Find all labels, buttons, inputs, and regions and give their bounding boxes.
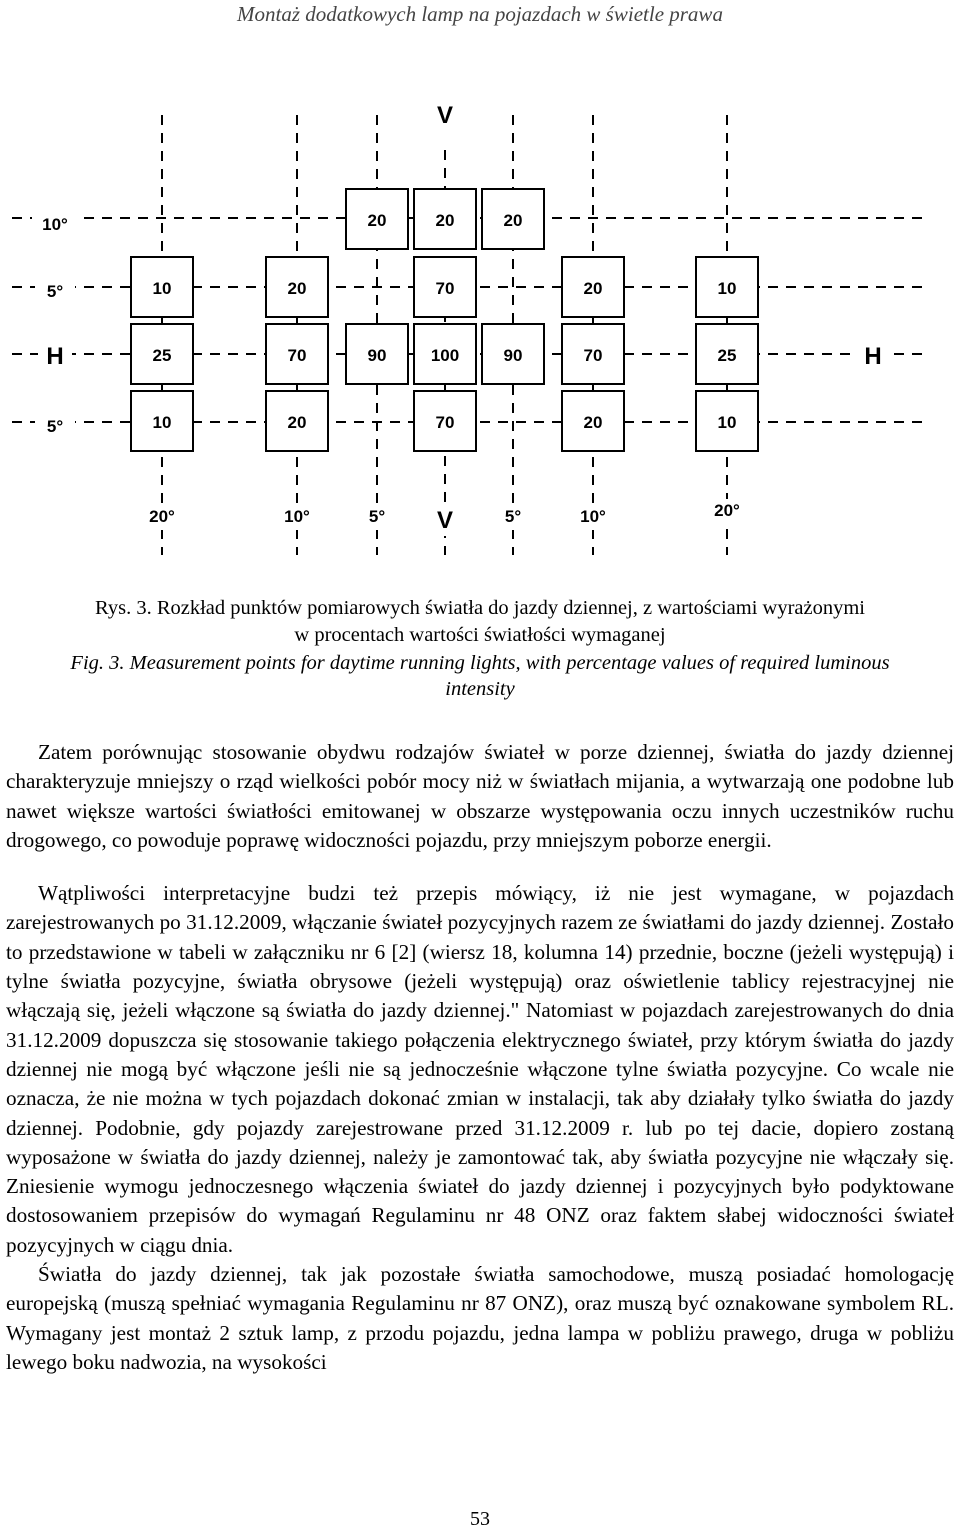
running-header: Montaż dodatkowych lamp na pojazdach w świetle prawa xyxy=(237,2,723,26)
box-5deg-up-2 xyxy=(414,257,476,317)
svg-text:10°: 10° xyxy=(284,507,310,526)
svg-text:20°: 20° xyxy=(149,507,175,526)
svg-text:10°: 10° xyxy=(580,507,606,526)
box-h-3 xyxy=(414,324,476,384)
box-5deg-down-2 xyxy=(414,391,476,451)
svg-text:10: 10 xyxy=(717,279,737,298)
svg-text:25: 25 xyxy=(152,346,172,365)
box-5deg-down-0 xyxy=(131,391,193,451)
svg-text:90: 90 xyxy=(503,346,523,365)
svg-text:20: 20 xyxy=(287,279,307,298)
svg-text:5°: 5° xyxy=(46,282,64,301)
svg-text:100: 100 xyxy=(430,346,460,365)
h-axis-label-right xyxy=(856,340,890,372)
row-label-5deg-down xyxy=(35,415,75,440)
svg-text:70: 70 xyxy=(583,346,603,365)
figure-caption-pl xyxy=(0,595,960,649)
body-text xyxy=(6,738,954,1377)
bottom-angle-2 xyxy=(354,505,400,530)
box-10deg-0 xyxy=(346,189,408,249)
svg-text:V: V xyxy=(436,507,454,534)
paragraph-1: Zatem porównując stosowanie obydwu rodzajów świateł w porze dziennej, światła do jazdy dziennej charakteryzuje mniejszy o rząd wielkości pobór mocy niż w światłach mijania, a wytwarzają one podobne lub nawet większe wartości światłości emitowanej w obszarze występowania oczu innych uczestników ruchu drogowego, co powoduje poprawę widoczności pojazdu, przy mniejszym poborze energii. xyxy=(6,740,954,852)
row-label-10deg xyxy=(32,213,78,238)
box-5deg-down-4 xyxy=(696,391,758,451)
caption-en-line2: intensity xyxy=(445,678,515,700)
svg-text:10: 10 xyxy=(152,413,172,432)
page-number: 53 xyxy=(470,1508,490,1530)
figure-caption-en xyxy=(0,650,960,702)
caption-pl-line1: Rys. 3. Rozkład punktów pomiarowych światła do jazdy dziennej, z wartościami wyrażonymi xyxy=(94,597,866,619)
svg-text:20: 20 xyxy=(367,211,387,230)
svg-text:H: H xyxy=(46,343,64,370)
box-5deg-down-3 xyxy=(562,391,624,451)
h-axis-label-left xyxy=(38,340,72,372)
box-h-2 xyxy=(346,324,408,384)
svg-text:20: 20 xyxy=(503,211,523,230)
box-5deg-up-1 xyxy=(266,257,328,317)
paragraph-3: Światła do jazdy dziennej, tak jak pozostałe światła samochodowe, muszą posiadać homologację europejską (muszą spełniać wymagania Regulaminu nr 87 ONZ), oraz muszą być oznakowane symbolem RL. Wymagany jest montaż 2 sztuk lamp, z przodu pojazdu, jedna lampa w pobliżu prawego, druga w pobliżu lewego boku nadwozia, na wysokości xyxy=(6,1262,954,1374)
svg-text:10: 10 xyxy=(717,413,737,432)
svg-text:20: 20 xyxy=(583,279,603,298)
box-5deg-up-0 xyxy=(131,257,193,317)
box-h-6 xyxy=(696,324,758,384)
v-axis-label-bottom xyxy=(428,504,462,536)
paragraph-2: Wątpliwości interpretacyjne budzi też przepis mówiący, iż nie jest wymagane, w pojazdach zarejestrowanych po 31.12.2009, włączanie świateł pozycyjnych razem ze światłami do jazdy dziennej. Zostało to przedstawione w tabeli w załączniku nr 6 [2] (wiersz 18, kolumna 14) przednie, boczne (jeżeli występują) i tylne światła pozycyjne, światła obrysowe (jeżeli występują) oraz oświetlenie tablicy rejestracyjnej nie włączają się, jeżeli włączone są światła do jazdy dziennej." Natomiast w pojazdach zarejestrowanych do dnia 31.12.2009 dopuszcza się stosowanie takiego połączenia elektrycznego świateł, przy którym światła do jazdy dziennej nie mogą być włączone jeśli nie są jednocześnie włączone tylne światła pozycyjne. Co wcale nie oznacza, że nie można w tych pojazdach dokonać zmian w instalacji, tak aby działały tylko światła do jazdy dziennej. Podobnie, gdy pojazdy zarejestrowane przed 31.12.2009 r. lub po tej dacie, dopiero zostaną wyposażone w światła do jazdy dziennej, należy je zamontować tak, aby światła pozycyjne nie włączały się. Zniesienie wymogu jednoczesnego włączenia świateł do jazdy dziennej i pozycyjnych było podyktowane dostosowaniem przepisów do wymagań Regulaminu nr 48 ONZ oraz faktem słabej widoczności świateł pozycyjnych w ciągu dnia. xyxy=(6,881,954,1257)
bottom-angle-0 xyxy=(139,505,185,530)
bottom-angle-1 xyxy=(274,505,320,530)
svg-text:70: 70 xyxy=(287,346,307,365)
svg-text:5°: 5° xyxy=(368,507,386,526)
svg-text:20: 20 xyxy=(435,211,455,230)
svg-text:V: V xyxy=(436,102,454,129)
svg-text:20: 20 xyxy=(583,413,603,432)
bottom-angle-5 xyxy=(704,499,750,524)
caption-en-line1: Fig. 3. Measurement points for daytime running lights, with percentage values of required luminous xyxy=(70,652,890,674)
svg-text:5°: 5° xyxy=(504,507,522,526)
svg-text:H: H xyxy=(864,343,882,370)
svg-text:25: 25 xyxy=(717,346,737,365)
caption-pl-line2: w procentach wartości światłości wymaganej xyxy=(294,624,666,646)
svg-text:70: 70 xyxy=(435,279,455,298)
measurement-points-diagram xyxy=(0,0,960,570)
svg-text:10: 10 xyxy=(152,279,172,298)
box-5deg-up-3 xyxy=(562,257,624,317)
box-h-5 xyxy=(562,324,624,384)
box-10deg-2 xyxy=(482,189,544,249)
svg-text:90: 90 xyxy=(367,346,387,365)
bottom-angle-3 xyxy=(490,505,536,530)
svg-text:70: 70 xyxy=(435,413,455,432)
box-5deg-down-1 xyxy=(266,391,328,451)
box-h-1 xyxy=(266,324,328,384)
bottom-angle-4 xyxy=(570,505,616,530)
box-5deg-up-4 xyxy=(696,257,758,317)
svg-text:20°: 20° xyxy=(714,501,740,520)
svg-text:20: 20 xyxy=(287,413,307,432)
box-h-0 xyxy=(131,324,193,384)
svg-text:10°: 10° xyxy=(42,215,68,234)
box-10deg-1 xyxy=(414,189,476,249)
box-h-4 xyxy=(482,324,544,384)
svg-text:5°: 5° xyxy=(46,417,64,436)
row-label-5deg-up xyxy=(35,280,75,305)
v-axis-label-top xyxy=(428,99,462,131)
